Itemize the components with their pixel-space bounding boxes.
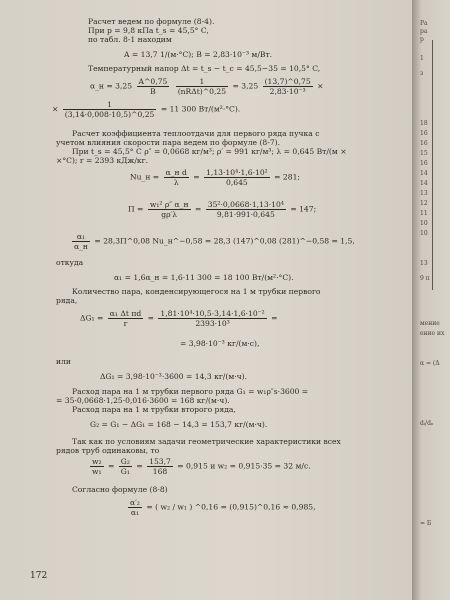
formula-line: α₁ = 1,6α_н = 1,6·11 300 = 18 100 Вт/(м²·°C).	[114, 273, 294, 282]
text-line: Расход пара на 1 м трубки первого ряда G₁ = w₁ρ″s·3600 =	[72, 387, 309, 396]
text-line: по табл. 8-1 находим	[88, 35, 172, 44]
text-line: учетом влияния скорости пара ведем по формуле (8-7).	[56, 138, 281, 147]
text-line: рядов труб одинаковы, то	[56, 446, 160, 455]
formula-line: = 3,98·10⁻³ кг/(м·с),	[180, 339, 260, 348]
text-line: Так как по условиям задачи геометрические характеристики всех	[72, 437, 341, 446]
text-line: Расчет коэффициента теплоотдачи для первого ряда пучка с	[72, 129, 320, 138]
right-page-fragment: мение	[420, 320, 440, 327]
text-line: Количество пара, конденсирующегося на 1 м трубки первого	[72, 287, 321, 296]
page-number: 172	[30, 571, 48, 581]
text-line: Согласно формуле (8-8)	[72, 485, 168, 494]
text-line: ряда,	[56, 296, 78, 305]
right-page-fragment: 18	[420, 120, 428, 127]
right-page-fragment: dᵢ/dₙ	[420, 420, 434, 427]
formula-alpha-n: α_н = 3,25 $\frac{A\^{}0,75}{B}$ $\frac{1}{\text{(nRΔt)\textasciicircum{}0,25}}$ = 3,25 $\frac{(13,7)\^{}0,75}{\text{2,83·10⁻³}}$ ×	[90, 77, 324, 96]
right-page-fragment: Ра	[420, 20, 428, 27]
right-page-fragment: 14	[420, 170, 428, 177]
text-line: = 35·0,0668·1,25·0,016·3600 = 168 кг/(м·ч).	[56, 396, 230, 405]
right-page-fragment: 14	[420, 180, 428, 187]
formula-pi: Π = $\frac{\text{w₁² ρ″ α\_н}}{g\rho'\lambda}$ = $\frac{\text{35²·0,0668·1,13·10⁴}}{9,81\cdot 991\cdot 0,645}$ = 147;	[128, 200, 317, 219]
formula-alpha-n-cont: × $\frac{1}{(3,14\cdot 0,008\cdot 10,5)\^{}0,25}$ = 11 300 Вт/(м²·°C).	[52, 100, 241, 119]
right-page-fragment: = Б	[420, 520, 432, 527]
text-line: Температурный напор Δt = t_s − t_c = 45,5−35 = 10,5° C,	[88, 64, 321, 73]
text-line: или	[56, 357, 71, 366]
right-page-fragment: 16	[420, 140, 428, 147]
text-line: При p = 9,8 кПа t_s = 45,5° C,	[88, 26, 209, 35]
right-page-fragment: α = (Δ	[420, 360, 440, 367]
right-page-fragment: 16	[420, 160, 428, 167]
text-line: Расчет ведем по формуле (8-4).	[88, 17, 215, 26]
right-page-fragment: 10	[420, 220, 428, 227]
text-line: ×°C); r = 2393 кДж/кг.	[56, 156, 149, 165]
right-page-fragment: 1	[420, 55, 424, 62]
right-page-fragment: ение их	[420, 330, 445, 337]
right-page-fragment: 16	[420, 130, 428, 137]
text-line: Расход пара на 1 м трубки второго ряда,	[72, 405, 236, 414]
right-page-fragment: 13	[420, 260, 428, 267]
formula-alpha2: $\frac{\text{α′₂}}{\text{α₁}}$ = ( w₂ / w₁ ) ^0,16 = (0,915)^0,16 ≈ 0,985,	[130, 498, 316, 517]
book-page-right-edge	[412, 0, 450, 600]
formula-line: A = 13,7 1/(м·°C); B = 2,83·10⁻³ м/Вт.	[124, 50, 273, 59]
text-line: При t_s = 45,5° C ρ″ = 0,0668 кг/м³; ρ′ = 991 кг/м³; λ = 0,645 Вт/(м ×	[72, 147, 347, 156]
right-page-fragment: 12	[420, 200, 428, 207]
table-rule	[432, 40, 433, 290]
right-page-fragment: 15	[420, 150, 428, 157]
right-page-fragment: 9 п	[420, 275, 430, 282]
right-page-fragment: 13	[420, 190, 428, 197]
right-page-fragment: 11	[420, 210, 428, 217]
formula-line: G₂ = G₁ − ΔG₁ = 168 − 14,3 = 153,7 кг/(м·ч).	[90, 420, 268, 429]
formula-delta-g1: ΔG₁ = $\frac{\text{α₁ Δt πd}}{r}$ = $\frac{\text{1,81·10⁴·10,5·3,14·1,6·10⁻²}}{\text{2393·10³}}$ =	[80, 309, 278, 328]
right-page-fragment: ра	[420, 28, 428, 35]
formula-velocity-ratio: $\frac{\text{w₂}}{\text{w₁}}$ = $\frac{\text{G₂}}{\text{G₁}}$ = $\frac{153,7}{168}$ = 0,915 и w₂ = 0,915·35 = 32 м/с.	[92, 457, 311, 476]
formula-line: ΔG₁ = 3,98·10⁻³·3600 = 14,3 кг/(м·ч).	[100, 372, 248, 381]
right-page-fragment: 10	[420, 230, 428, 237]
formula-alpha-ratio: $\frac{\text{α₁}}{\alpha\_н}$ = 28,3Π^0,08 Nu_н^−0,58 = 28,3 (147)^0,08 (281)^−0,58 = 1,5,	[74, 232, 355, 251]
right-page-fragment: з	[420, 70, 424, 77]
right-page-fragment: р	[420, 36, 424, 43]
formula-nusselt: Nu_н = $\frac{\text{α\_н d}}{\lambda}$ = $\frac{\text{1,13·10⁴·1,6·10²}}{0,645}$ = 281;	[130, 168, 300, 187]
text-line: откуда	[56, 258, 84, 267]
